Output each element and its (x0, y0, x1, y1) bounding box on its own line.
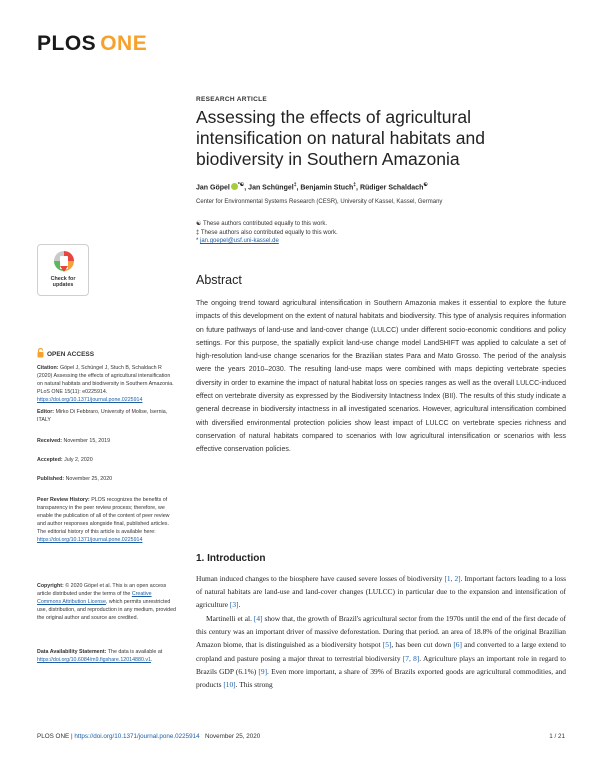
footer-journal: PLOS ONE (37, 733, 70, 740)
copyright-block (37, 582, 177, 622)
editor-block (37, 408, 177, 424)
check-updates-icon (53, 250, 75, 274)
author-name[interactable]: Jan Göpel (196, 184, 230, 192)
editor-label: Editor: (37, 409, 55, 415)
check-updates-line2: updates (52, 282, 74, 289)
footer-date: November 25, 2020 (204, 733, 261, 740)
published-date: November 25, 2020 (65, 476, 113, 482)
citation-text: Göpel J, Schüngel J, Stuch B, Schaldach R (2020) Assessing the effects of agricultural intensification on natural habitats and biodiversity in Southern Amazonia. PLoS ONE 15(11): e0225914. (37, 365, 174, 395)
plos-one-logo (37, 32, 147, 56)
author-marker: ‡ (293, 182, 297, 188)
page-footer (37, 733, 565, 740)
author-marker: ‡ (353, 182, 357, 188)
copyright-text: © 2020 Göpel et al. This is an open access article distributed under the terms of the (37, 583, 167, 597)
author-notes (196, 220, 338, 246)
body-text: show that, the growth of Brazil's agricultural sector from the 1970s until the end of the first decade of this century was an important driver of massive deforestation. During that period. an area of 18.8% of the original Brazilian Amazon biome, that is distinguished as a biodiversity hotspot (196, 614, 566, 650)
reference-link[interactable]: [4] (253, 614, 263, 623)
intro-paragraph-2 (196, 612, 566, 691)
also-contribution-note: ‡ These authors also contributed equally to this work. (196, 229, 338, 236)
equal-contribution-marker: ☯ (423, 182, 428, 188)
body-text: Martinelli et al. (206, 614, 254, 623)
accepted-block (37, 456, 177, 464)
email-marker: * (196, 238, 201, 245)
reference-link[interactable]: [10] (223, 680, 236, 690)
abstract-heading: Abstract (196, 273, 242, 287)
body-text: and converted to a large extend to cropland and pasture posing a major threat to terrestrial biodiversity (196, 640, 566, 663)
figshare-link[interactable]: https://doi.org/10.6084/m9.figshare.12014880.v1 (37, 657, 151, 663)
author-name[interactable]: Jan Schüngel (248, 184, 294, 192)
editor-text: Mirko Di Febbraro, University of Molise, Isernia, ITALY (37, 409, 168, 423)
article-type: RESEARCH ARTICLE (196, 96, 268, 103)
accepted-label: Accepted: (37, 457, 63, 463)
peer-review-label: Peer Review History: (37, 497, 90, 503)
copyright-text-end: , which permits unrestricted use, distribution, and reproduction in any medium, provided the original author and source are credited. (37, 599, 176, 621)
equal-contribution-marker: ☯ (239, 182, 245, 188)
data-availability-label: Data Availability Statement: (37, 649, 107, 655)
reference-link[interactable]: [7, 8] (402, 653, 420, 663)
body-text: . Even more important, a share of 39% of Brazils exported goods are agricultural commodities, and products (196, 666, 566, 690)
article-title: Assessing the effects of agricultural intensification on natural habitats and biodiversity in Southern Amazonia (196, 107, 485, 169)
check-for-updates-button[interactable] (37, 244, 89, 296)
author-name[interactable]: Rüdiger Schaldach (359, 184, 424, 192)
data-availability-text: The data is available at (107, 649, 163, 655)
introduction-heading: 1. Introduction (196, 553, 266, 564)
check-updates-line1: Check for (50, 276, 76, 282)
page-number: 1 / 21 (549, 733, 565, 740)
equal-contribution-note: These authors contributed equally to this work. (202, 221, 328, 227)
received-label: Received: (37, 438, 63, 444)
citation-doi-link[interactable]: https://doi.org/10.1371/journal.pone.0225914 (37, 397, 143, 403)
author-list: Jan Göpel *☯, Jan Schüngel‡, Benjamin Stuch‡, Rüdiger Schaldach☯ (196, 182, 428, 192)
body-text: . (238, 600, 241, 610)
footer-doi-link[interactable]: https://doi.org/10.1371/journal.pone.0225914 (74, 733, 200, 740)
orcid-icon[interactable] (231, 183, 238, 190)
abstract-text: The ongoing trend toward agricultural intensification in Southern Amazonia makes it essential to explore the future impacts of this development on the extent of natural habitats and biodiversity. This type of analysis requires information on future pathways of land-use and land-cover change (LULCC) under different socio-economic conditions and policy settings. For this purpose, the spatially explicit land-use change model LandSHIFT was applied to calculate a set of high-resolution land-use change scenarios for the Brazilian states Para and Mato Grosso. The period of the analysis were the years 2010–2030. The resulting land-use maps were combined with maps depicting vertebrate species diversity in order to examine the impact of natural habitat loss on species ranges as well as the overall LULCC-induced effect on vertebrate diversity as expressed by the Biodiversity Intactness Index (BII). The results of this study indicate a general decrease in biodiversity intactness in all investigated scenarios. However, agricultural intensification combined with diversified environmental protection policies show least impact of LULCC on vertebrate species richness and conservation of natural habitats compared to scenarios with low agricultural intensification or scenarios with less effective conservation policies. (196, 300, 566, 454)
peer-review-block (37, 496, 177, 544)
footer-separator: | (69, 733, 75, 740)
reference-link[interactable]: [3] (229, 600, 239, 610)
accepted-date: July 2, 2020 (64, 457, 93, 463)
license-link[interactable]: Creative Commons Attribution License (37, 591, 152, 605)
citation-label: Citation: (37, 365, 59, 371)
reference-link[interactable]: [9] (258, 666, 268, 676)
reference-link[interactable]: [1, 2] (444, 574, 461, 583)
open-access-label: OPEN ACCESS (47, 351, 95, 358)
author-marker: * (237, 182, 240, 188)
author-name[interactable]: Benjamin Stuch (300, 184, 354, 192)
equal-contribution-icon: ☯ (196, 221, 203, 227)
body-text: , has been cut down (391, 640, 454, 650)
body-text: . This strong (235, 680, 273, 690)
body-text: . Important factors leading to a loss of natural habitats are land-use and land-cover changes (LULCC) in particular due to the expansion and intensification of agriculture (196, 574, 566, 610)
received-block (37, 437, 177, 445)
copyright-label: Copyright: (37, 583, 64, 589)
reference-link[interactable]: [5] (382, 640, 392, 650)
open-access-badge (37, 348, 94, 358)
corresponding-email-link[interactable]: jan.goepel@usf.uni-kassel.de (200, 238, 279, 245)
citation-block (37, 364, 177, 404)
data-availability-end: . (150, 657, 153, 663)
body-text: Human induced changes to the biosphere have caused severe losses of biodiversity (196, 574, 445, 583)
open-lock-icon (37, 348, 44, 358)
affiliation: Center for Environmental Systems Research (CESR), University of Kassel, Kassel, Germany (196, 199, 443, 205)
data-availability-block (37, 648, 177, 664)
peer-review-text: PLOS recognizes the benefits of transparency in the peer review process; therefore, we enable the publication of all of the content of peer review and author responses alongside final, published articles. The editorial history of this article is available here: (37, 497, 170, 535)
published-label: Published: (37, 476, 65, 482)
peer-review-link[interactable]: https://doi.org/10.1371/journal.pone.0225914 (37, 537, 143, 543)
received-date: November 15, 2019 (63, 438, 111, 444)
body-text: . Agriculture plays an important role in regard to Brazils GDP (6.1%) (196, 653, 566, 676)
reference-link[interactable]: [6] (453, 640, 462, 650)
intro-paragraph-1 (196, 572, 566, 612)
logo-one: ONE (100, 32, 148, 55)
published-block (37, 475, 177, 483)
logo-plos: PLOS (37, 32, 97, 55)
